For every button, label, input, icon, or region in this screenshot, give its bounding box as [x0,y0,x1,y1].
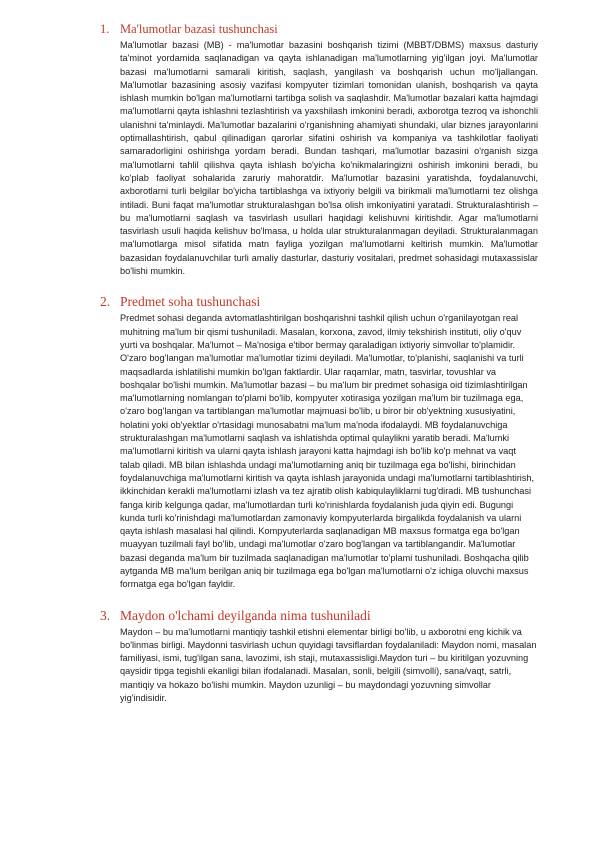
section-title: Predmet soha tushunchasi [120,294,261,310]
section-database-concept [98,20,538,278]
section-number: 3. [100,607,111,623]
section-number: 2. [100,294,111,310]
section-heading [100,20,538,38]
section-heading [100,293,538,311]
section-body: Ma'lumotlar bazasi (MB) - ma'lumotlar bazasini boshqarish tizimi (MBBT/DBMS) maxsus dasturiy ta'minot yordamida saqlanadigan va qayta ishlanadigan ma'lumotlarning yig'ilgan joyi. Ma'lumotlar bazasi ma'lumotlarni samarali kiritish, saqlash, yangilash va boshqarish uchun mo'ljallangan. Ma'lumotlar bazasining asosiy vazifasi kompyuter tizimlari tomonidan ulanish, boshqarish va qayta ishlash mumkin bo'lgan ma'lumotlarni tartibga solish va saqlashdir. Ma'lumotlar bazalari katta hajmdagi ma'lumotlarni qayta ishlashni tezlashtirish va yaxshilash imkonini beradi, axborotga tezroq va ishonchli ulanishni ta'minlaydi. Ma'lumotlar bazalarini o'rganishning ahamiyati shundaki, ular biznes jarayonlarini optimallashtirish, qabul qilinadigan qarorlar sifatini oshirish va kompaniya va tashkilotlar faoliyati samaradorligini oshirishga yordam beradi. Bundan tashqari, ma'lumotlar bazasini o'rganish sizga ma'lumotlarni tahlil qilishva qayta ishlash bo'yicha ko'nikmalaringizni oshirish imkonini beradi, bu ko'plab faoliyat sohalarida zaruriy mahoratdir. Ma'lumotlar bazasini yaratishda, foydalanuvchi, axborotlarni turli belgilar bo'yicha tartiblashga va ixtiyoriy belgili va birikmali ma'lumotlarni tez olishga intiladi. Buni faqat ma'lumotlar strukturalashgan bo'lsa olish imkoniyatini yaratadi. Strukturalashtirish – bu ma'lumotlarni saqlash va tasvirlash usullari haqidagi kelishuvni kiritishdir. Agar ma'lumotlarni tasvirlash usuli haqida kelishuv bo'lmasa, u holda ular strukturalanmagan deyiladi. Strukturalanmagan ma'lumotlarga misol sifatida matn fayliga yozilgan ma'lumotlarni keltirish mumkin. Ma'lumotlar bazasidan foydalanuvchilar turli amaliy dasturlar, dasturiy vositalari, predmet sohasidagi mutaxassislar bo'lishi mumkin. [120,40,538,277]
document-page [98,20,538,720]
section-subject-domain [98,293,538,591]
section-field-size [98,607,538,706]
section-title: Ma'lumotlar bazasi tushunchasi [120,22,278,36]
section-title: Maydon o'lchami deyilganda nima tushuniladi [120,607,371,623]
section-heading [100,607,538,625]
section-number: 1. [100,22,110,36]
section-body: Predmet sohasi deganda avtomatlashtirilgan boshqarishni tashkil qilish uchun o'rganilayotgan real muhitning ma'lum bir qismi tushuniladi. Masalan, korxona, zavod, ilmiy tekshirish instituti, oliy o'quv yurti va boshqalar. Ma'lumot – Ma'nosiga e'tibor bermay qaraladigan ixtiyoriy simvollar to'plamidir. O'zaro bog'langan ma'lumotlar ma'lumotlar tizimi deyiladi. Ma'lumotlar, to'planishi, saqlanishi va turli maqsadlarda ishlatilishi mumkin bo'lgan faktlardir. Ular raqamlar, matn, tasvirlar, tovushlar va boshqalar bo'lishi mumkin. Ma'lumotlar bazasi – bu ma'lum bir predmet sohasiga oid tizimlashtirilgan ma'lumotlarning nomlangan to'plami bo'lib, kompyuter xotirasiga yozilgan ma'lum bir tuzilmaga ega, o'zaro bog'langan va tartiblangan ma'lumotlar majmuasi bo'lib, u biror bir ob'yektning xususiyatini, holatini yoki ob'yektlar o'rtasidagi munosabatni ma'lum ma'noda ifodalaydi. MB foydalanuvchiga strukturalashgan ma'lumotlarni saqlash va ishlatishda optimal qulaylikni yaratib beradi. Ma'lumki ma'lumotlarni kiritish va ularni qayta ishlash jarayoni katta hajmdagi ish bo'lib ko'p mehnat va vaqt talab qiladi. MB bilan ishlashda undagi ma'lumotlarning aniq bir tuzilmaga ega bo'lishi, birinchidan foydalanuvchiga ma'lumotlarni kiritish va qayta ishlash jarayonida undagi ma'lumotlarni tartiblashtirish, ikkinchidan kerakli ma'lumotlarni izlash va tez ajratib olish kabiqulayliklarni tug'diradi. MB tushunchasi fanga kirib kelgunga qadar, ma'lumotlardan turli ko'rinishlarda foydalanish juda qiyin edi. Bugungi kunda turli ko'rinishdagi ma'lumotlardan zamonaviy kompyuterlarda birgalikda foydalanish va ularni qayta ishlash masalasi hal qilindi. Kompyuterlarda saqlanadigan MB maxsus formatga ega bo'lgan muayyan tuzilmali fayl bo'lib, undagi ma'lumotlar o'zaro bog'langan va tartiblangandir. Ma'lumotlar bazasi deganda ma'lum bir tuzilmada saqlanadigan ma'lumotlar to'plami tushuniladi. Boshqacha qilib aytganda MB ma'lum berilgan aniq bir tuzilmaga ega bo'lgan ma'lumotlarni o'z ichiga oluvchi maxsus formatga ega bo'lgan fayldir. [120,313,535,590]
section-body: Maydon – bu ma'lumotlarni mantiqiy tashkil etishni elementar birligi bo'lib, u axborotni eng kichik va bo'linmas birligi. Maydonni tasvirlash uchun quyidagi tavsiflardan foydalaniladi: Maydon nomi, masalan familiyasi, ismi, tug'ilgan sana, lavozimi, ish staji, mutaxassisligi.Maydon turi – bu kiritilgan yozuvning qaysidir tipga tegishli ekanligi bilan ifodalanadi. Masalan, sonli, belgili (simvolli), sana/vaqt, satrli, mantiqiy va hokazo bo'lishi mumkin. Maydon uzunligi – bu maydondagi yozuvning simvollar yig'indisidir. [120,626,537,704]
